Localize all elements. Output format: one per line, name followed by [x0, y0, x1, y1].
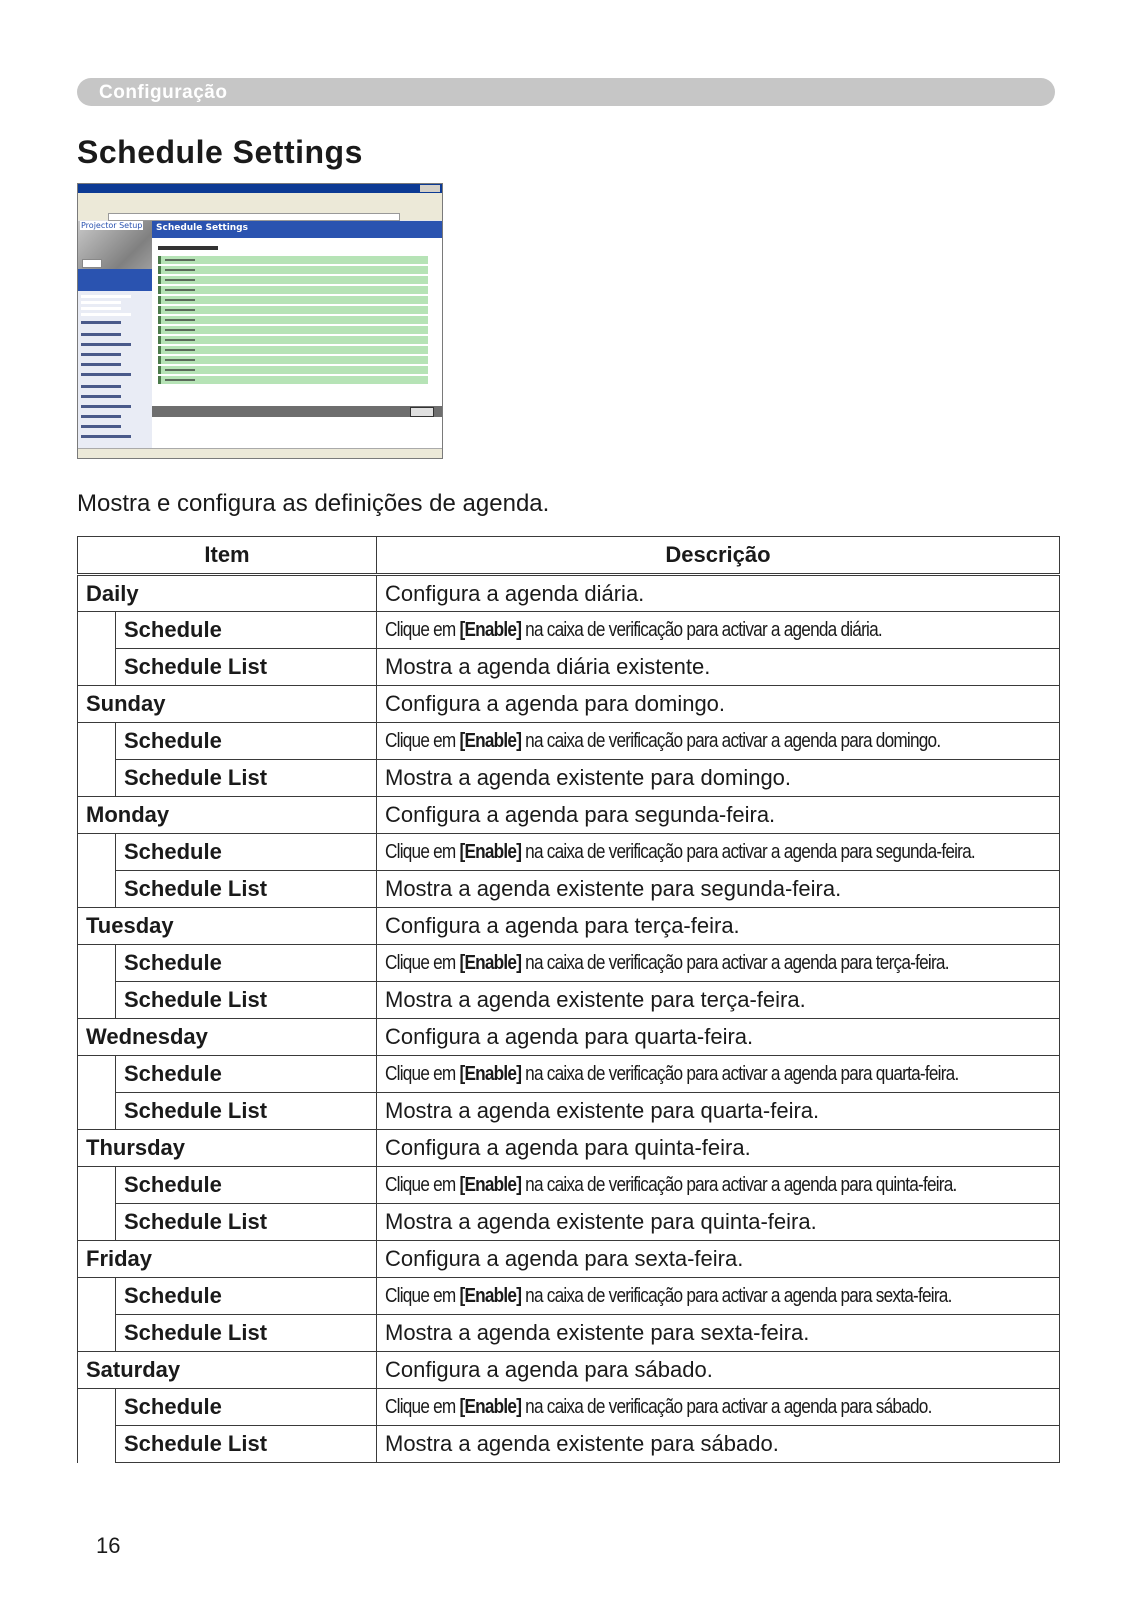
description-cell: Mostra a agenda existente para domingo. — [377, 760, 1060, 797]
screenshot-thumbnail — [77, 183, 443, 459]
schedule-row-image — [158, 376, 428, 385]
page-number: 16 — [96, 1533, 121, 1558]
nav-link-line — [81, 333, 121, 336]
indent-cell — [78, 834, 116, 871]
description-text: Clique em [Enable] na caixa de verificação para activar a agenda para quinta-feira. — [385, 1173, 957, 1196]
schedule-row-image — [158, 326, 428, 335]
subitem-cell: Schedule List — [116, 649, 377, 686]
nav-header-block — [78, 269, 152, 291]
table-row — [78, 760, 1060, 797]
description-text: Clique em [Enable] na caixa de verificação para activar a agenda para sábado. — [385, 1395, 932, 1418]
description-cell — [377, 1167, 1060, 1204]
nav-link-line — [81, 313, 131, 316]
indent-cell — [78, 760, 116, 797]
subitem-cell: Schedule — [116, 1278, 377, 1315]
settings-table — [77, 536, 1060, 1463]
description-cell — [377, 723, 1060, 760]
table-row — [78, 1130, 1060, 1167]
item-cell: Friday — [78, 1241, 377, 1278]
subitem-cell: Schedule — [116, 834, 377, 871]
indent-cell — [78, 1093, 116, 1130]
schedule-row-image — [158, 286, 428, 295]
table-row — [78, 1167, 1060, 1204]
subitem-cell: Schedule List — [116, 1204, 377, 1241]
table-row — [78, 982, 1060, 1019]
description-cell: Configura a agenda para quarta-feira. — [377, 1019, 1060, 1056]
table-row — [78, 1093, 1060, 1130]
table-row — [78, 908, 1060, 945]
indent-cell — [78, 1278, 116, 1315]
description-text: Clique em [Enable] na caixa de verificação para activar a agenda para domingo. — [385, 729, 941, 752]
item-cell: Tuesday — [78, 908, 377, 945]
description-cell — [377, 1389, 1060, 1426]
description-cell — [377, 945, 1060, 982]
table-row — [78, 1056, 1060, 1093]
schedule-row-image — [158, 366, 428, 375]
table-row — [78, 945, 1060, 982]
description-cell: Configura a agenda para sexta-feira. — [377, 1241, 1060, 1278]
subitem-cell: Schedule List — [116, 1315, 377, 1352]
screenshot-subtitle — [158, 246, 218, 250]
indent-cell — [78, 1389, 116, 1426]
table-row — [78, 834, 1060, 871]
table-row — [78, 649, 1060, 686]
description-cell: Configura a agenda para sábado. — [377, 1352, 1060, 1389]
nav-link-line — [81, 343, 131, 346]
table-row — [78, 575, 1060, 612]
nav-link-line — [81, 363, 121, 366]
subitem-cell: Schedule — [116, 723, 377, 760]
nav-link-line — [81, 395, 121, 398]
description-cell — [377, 1056, 1060, 1093]
indent-cell — [78, 1167, 116, 1204]
indent-cell — [78, 1204, 116, 1241]
table-row — [78, 1426, 1060, 1463]
indent-cell — [78, 612, 116, 649]
description-cell — [377, 834, 1060, 871]
table-row — [78, 1019, 1060, 1056]
schedule-row-image — [158, 356, 428, 365]
indent-cell — [78, 723, 116, 760]
intro-text: Mostra e configura as definições de agenda. — [77, 490, 550, 517]
section-header-label: Configuração — [99, 82, 228, 103]
browser-statusbar — [78, 448, 442, 458]
indent-cell — [78, 1056, 116, 1093]
table-row — [78, 797, 1060, 834]
nav-link-line — [81, 301, 121, 304]
description-cell — [377, 612, 1060, 649]
table-row — [78, 871, 1060, 908]
schedule-row-image — [158, 306, 428, 315]
indent-cell — [78, 1315, 116, 1352]
subitem-cell: Schedule List — [116, 871, 377, 908]
item-cell: Thursday — [78, 1130, 377, 1167]
nav-link-line — [81, 295, 131, 298]
nav-link-line — [81, 405, 131, 408]
header-item: Item — [78, 537, 377, 575]
table-row — [78, 1389, 1060, 1426]
browser-address-bar — [78, 212, 442, 220]
item-cell: Daily — [78, 575, 377, 612]
subitem-cell: Schedule List — [116, 982, 377, 1019]
schedule-row-image — [158, 346, 428, 355]
description-cell: Mostra a agenda existente para terça-feira. — [377, 982, 1060, 1019]
schedule-row-image — [158, 256, 428, 265]
schedule-row-image — [158, 316, 428, 325]
description-cell: Configura a agenda para segunda-feira. — [377, 797, 1060, 834]
subitem-cell: Schedule — [116, 1056, 377, 1093]
table-row — [78, 1278, 1060, 1315]
subitem-cell: Schedule — [116, 945, 377, 982]
indent-cell — [78, 649, 116, 686]
nav-link-line — [81, 435, 131, 438]
nav-link-line — [81, 321, 121, 324]
nav-link-line — [81, 373, 131, 376]
description-text: Clique em [Enable] na caixa de verificação para activar a agenda para terça-feira. — [385, 951, 949, 974]
screenshot-main-title: Schedule Settings — [156, 223, 248, 233]
screenshot-footer-bar — [152, 406, 442, 417]
item-cell: Sunday — [78, 686, 377, 723]
description-cell: Configura a agenda diária. — [377, 575, 1060, 612]
item-cell: Wednesday — [78, 1019, 377, 1056]
schedule-row-image — [158, 276, 428, 285]
table-row — [78, 612, 1060, 649]
screenshot-nav-pane — [78, 221, 152, 451]
header-description: Descrição — [377, 537, 1060, 575]
description-cell: Mostra a agenda existente para sábado. — [377, 1426, 1060, 1463]
window-controls-icon — [420, 185, 440, 192]
table-row — [78, 1352, 1060, 1389]
subitem-cell: Schedule — [116, 612, 377, 649]
indent-cell — [78, 1426, 116, 1463]
table-row — [78, 1241, 1060, 1278]
description-text: Clique em [Enable] na caixa de verificação para activar a agenda diária. — [385, 618, 882, 641]
description-cell: Mostra a agenda existente para quinta-feira. — [377, 1204, 1060, 1241]
schedule-row-image — [158, 296, 428, 305]
address-field — [108, 213, 400, 221]
browser-titlebar — [78, 184, 442, 193]
description-text: Clique em [Enable] na caixa de verificação para activar a agenda para quarta-feira. — [385, 1062, 959, 1085]
indent-cell — [78, 982, 116, 1019]
indent-cell — [78, 945, 116, 982]
section-header-bar — [77, 78, 1055, 106]
subitem-cell: Schedule — [116, 1389, 377, 1426]
description-cell: Configura a agenda para domingo. — [377, 686, 1060, 723]
subitem-cell: Schedule — [116, 1167, 377, 1204]
indent-cell — [78, 871, 116, 908]
subitem-cell: Schedule List — [116, 760, 377, 797]
item-cell: Saturday — [78, 1352, 377, 1389]
description-cell: Mostra a agenda existente para segunda-feira. — [377, 871, 1060, 908]
table-header-row — [78, 537, 1060, 575]
nav-link-line — [81, 307, 121, 310]
description-cell: Configura a agenda para quinta-feira. — [377, 1130, 1060, 1167]
description-cell: Mostra a agenda existente para sexta-feira. — [377, 1315, 1060, 1352]
nav-link-line — [81, 425, 121, 428]
table-row — [78, 686, 1060, 723]
description-cell: Mostra a agenda existente para quarta-feira. — [377, 1093, 1060, 1130]
schedule-row-image — [158, 336, 428, 345]
subitem-cell: Schedule List — [116, 1426, 377, 1463]
description-cell — [377, 1278, 1060, 1315]
subitem-cell: Schedule List — [116, 1093, 377, 1130]
nav-link-line — [81, 353, 121, 356]
description-text: Clique em [Enable] na caixa de verificação para activar a agenda para segunda-feira. — [385, 840, 975, 863]
logo-text: Projector Setup — [81, 221, 143, 230]
page-title: Schedule Settings — [77, 134, 363, 170]
screenshot-main-header — [152, 221, 442, 238]
nav-link-line — [81, 415, 121, 418]
nav-link-line — [81, 385, 121, 388]
screenshot-main-pane — [152, 221, 442, 451]
table-row — [78, 1315, 1060, 1352]
description-cell: Mostra a agenda diária existente. — [377, 649, 1060, 686]
description-cell: Configura a agenda para terça-feira. — [377, 908, 1060, 945]
table-row — [78, 723, 1060, 760]
logout-button-image — [82, 259, 102, 268]
apply-button-image — [410, 407, 434, 417]
table-row — [78, 1204, 1060, 1241]
item-cell: Monday — [78, 797, 377, 834]
description-text: Clique em [Enable] na caixa de verificação para activar a agenda para sexta-feira. — [385, 1284, 952, 1307]
schedule-row-image — [158, 266, 428, 275]
